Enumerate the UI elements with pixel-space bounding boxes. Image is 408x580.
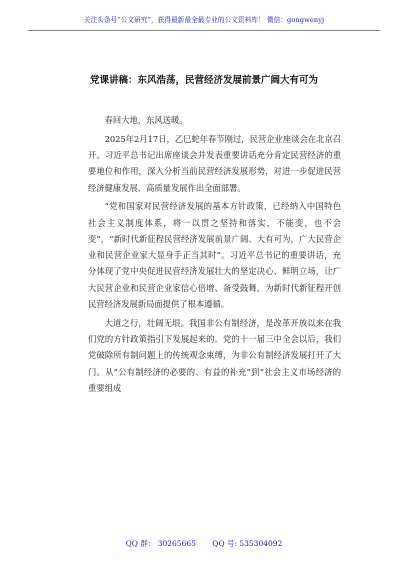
footer-contact: [28, 538, 380, 549]
paragraph-opening: 春回大地，东风送暖。: [104, 115, 188, 125]
document-title: 党课讲稿：东风浩荡，民营经济发展前景广阔大有可为: [89, 75, 318, 86]
footer-qq-number: QQ 号: 535304092: [212, 539, 283, 548]
footer-qq-group: QQ 群： 30265665: [125, 539, 196, 548]
header-divider: [28, 30, 380, 31]
header-banner: 关注头条号“公文研究”，获得最新最全最专业的公文资料库！ 微信：gongwenyj: [83, 16, 325, 24]
paragraph-history: 大道之行，壮阔无垠。我国非公有制经济，是改革开放以来在我们党的方针政策指引下发展起来的。党的十一届三中全会以后，我们党破除所有制问题上的传统观念束缚，为非公有制经济发展打开了大门。从“公有制经济的必要的、有益的补充”到“社会主义市场经济的重要组成: [88, 317, 341, 393]
document-body: [88, 112, 341, 396]
paragraph-speech-quote: “党和国家对民营经济发展的基本方针政策，已经纳入中国特色社会主义制度体系，将一以贯之坚持和落实，不能变，也不会变”，“新时代新征程民营经济发展前景广阔、大有可为，广大民营企业和民营企业家大显身手正当其时”。习近平总书记的重要讲话，充分体现了党中央促进民营经济发展壮大的坚定决心、鲜明立场，让广大民营企业和民营企业家信心倍增、备受鼓舞，为新时代新征程开创民营经济发展新局面提供了根本遵循。: [88, 201, 341, 310]
paragraph-meeting: 2025年2月17日，乙巳蛇年春节刚过，民营企业座谈会在北京召开。习近平总书记出席座谈会并发表重要讲话充分肯定民营经济的重要地位和作用，深入分析当前民营经济发展形势，对进一步促进民营经济健康发展、高质量发展作出全面部署。: [88, 133, 341, 193]
